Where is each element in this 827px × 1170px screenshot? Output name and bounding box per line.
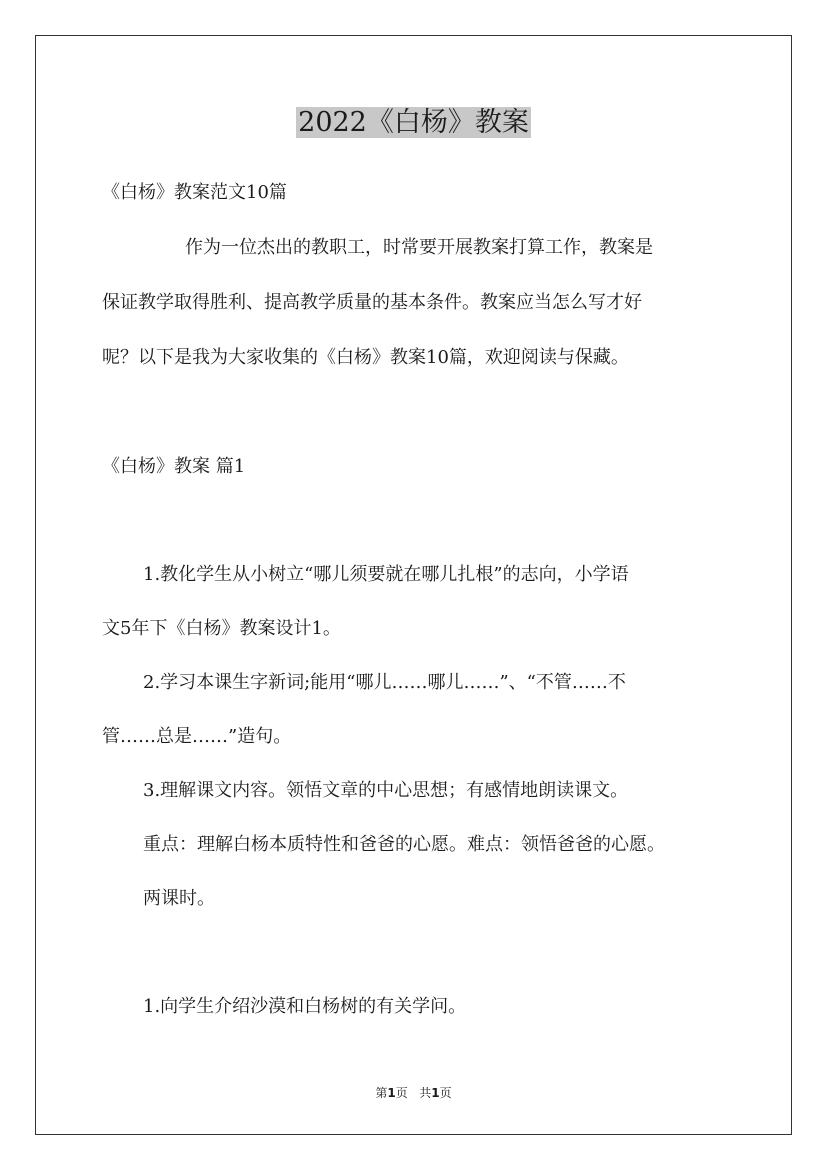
document-title: 2022《白杨》教案 [298, 107, 529, 138]
footer-total-prefix: 共 [419, 1086, 432, 1100]
document-subtitle: 《白杨》教案范文10篇 [102, 182, 287, 203]
page-footer [0, 1084, 827, 1101]
section-heading: 《白杨》教案 篇1 [102, 456, 246, 477]
intro-line-2: 保证教学取得胜利、提高教学质量的基本条件。教案应当怎么写才好 [102, 292, 642, 313]
footer-total-suffix: 页 [439, 1086, 452, 1100]
footer-page-prefix: 第 [375, 1086, 388, 1100]
document-title-wrap [0, 104, 827, 142]
footer-page-number: 1 [387, 1086, 396, 1100]
body-line-4: 管……总是……”造句。 [102, 726, 292, 747]
body-line-7: 两课时。 [143, 888, 215, 909]
body-line-5: 3.理解课文内容。领悟文章的中心思想；有感情地朗读课文。 [143, 780, 629, 801]
body-line-8: 1.向学生介绍沙漠和白杨树的有关学问。 [143, 996, 467, 1017]
intro-line-1: 作为一位杰出的教职工，时常要开展教案打算工作，教案是 [185, 237, 653, 258]
body-line-6: 重点：理解白杨本质特性和爸爸的心愿。难点：领悟爸爸的心愿。 [143, 834, 665, 855]
body-line-1: 1.教化学生从小树立“哪儿须要就在哪儿扎根”的志向，小学语 [143, 564, 629, 585]
footer-page-suffix: 页 [395, 1086, 408, 1100]
body-line-2: 文5年下《白杨》教案设计1。 [102, 618, 341, 639]
intro-line-3: 呢？以下是我为大家收集的《白杨》教案10篇，欢迎阅读与保藏。 [102, 347, 629, 368]
body-line-3: 2.学习本课生字新词;能用“哪儿……哪儿……”、“不管……不 [143, 672, 626, 693]
footer-total-number: 1 [431, 1086, 440, 1100]
